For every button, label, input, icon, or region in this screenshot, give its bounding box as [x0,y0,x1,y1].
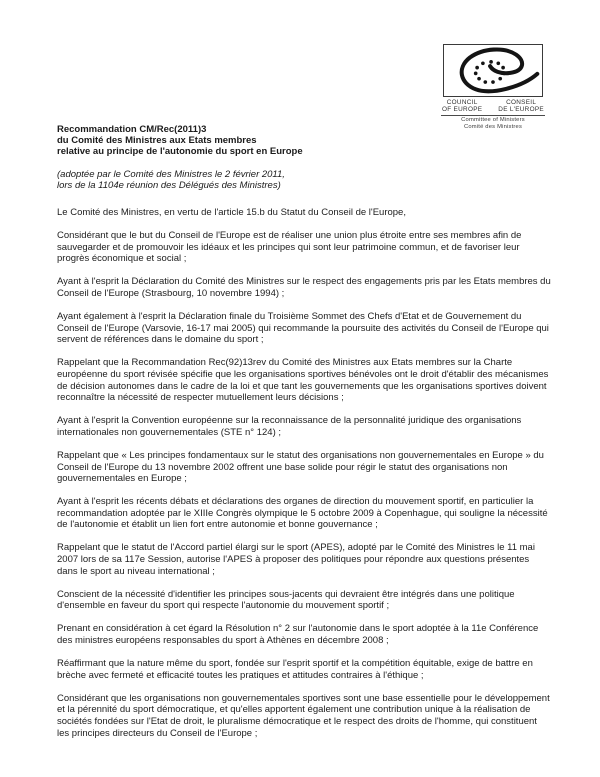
body-paragraph: Ayant à l'esprit la Déclaration du Comité des Ministres sur le respect des engagements pris par les Etats membres du Conseil de l'Europe (Strasbourg, 10 novembre 1994) ; [57,276,551,299]
body-paragraph: Rappelant que « Les principes fondamentaux sur le statut des organisations non gouvernementales en Europe » du Conseil de l'Europe du 13 novembre 2002 offrent une base solide pour régir le statut des organisations non gouvernementales en Europe ; [57,449,544,485]
title-line-1: Recommandation CM/Rec(2011)3 [57,124,207,135]
council-of-europe-logo [441,44,545,130]
org-name-fr-line1: CONSEIL [506,99,537,106]
document-content [57,124,551,751]
title-line-2: du Comité des Ministres aux Etats membres [57,135,257,146]
body-paragraph: Conscient de la nécessité d'identifier les principes sous-jacents qui devraient être intégrés dans une politique d'ensemble en faveur du sport qui respecte l'autonomie du mouvement sportif ; [57,588,515,612]
title-line-3: relative au principe de l'autonomie du sport en Europe [57,146,303,157]
adoption-note [57,169,551,191]
council-of-europe-emblem [443,44,543,97]
org-name-en-line2: OF EUROPE [442,106,483,113]
org-name-en-line1: COUNCIL [446,99,478,106]
body-paragraph: Ayant à l'esprit les récents débats et déclarations des organes de direction du mouvement sportif, en particulier la recommandation adoptée par le XIIIe Congrès olympique le 5 octobre 2009 à Copenhague, qui souligne la nécessité de l'autonomie et établit un lien fort entre autonomie et bonne gouvernance ; [57,496,548,531]
body-paragraph: Ayant à l'esprit la Convention européenne sur la reconnaissance de la personnalité juridique des organisations internationales non gouvernementales (STE n° 124) ; [57,415,522,438]
body-paragraph: Rappelant que la Recommandation Rec(92)13rev du Comité des Ministres aux Etats membres sur la Charte européenne du sport révisée spécifie que les organisations sportives bénévoles ont le droit d'établir des mécanismes de décision autonomes dans le cadre de la loi et que tant les gouvernements que les organisations sportives doivent reconnaître la nécessité de respecter mutuellement leurs décisions ; [57,357,549,404]
body-paragraph: Rappelant que le statut de l'Accord partiel élargi sur le sport (APES), adopté par le Comité des Ministres le 11 mai 2007 lors de sa 117e Session, autorise l'APES à proposer des politiques pour répondre aux questions présentes dans le sport au niveau international ; [57,542,535,577]
org-name-en [442,99,482,113]
body-paragraph: Considérant que le but du Conseil de l'Europe est de réaliser une union plus étroite entre ses membres afin de sauvegarder et de promouvoir les idéaux et les principes qui sont leur patrimoine commun, et de favoriser leur progrès économique et social ; [57,230,522,265]
body-paragraph: Réaffirmant que la nature même du sport, fondée sur l'esprit sportif et la compétition équitable, exige de battre en brèche avec fermeté et efficacité toutes les pratiques et attitudes contraires à l'éthique ; [57,658,533,681]
org-name-fr-line2: DE L'EUROPE [498,106,544,113]
adoption-line-1: (adoptée par le Comité des Ministres le 2 février 2011, [57,169,285,180]
committee-of-ministers-fr: Comité des Ministres [463,123,523,130]
body-paragraph: Considérant que les organisations non gouvernementales sportives sont une base essentielle pour le développement et la pérennité du sport démocratique, et qu'elles apportent également une contribution unique à la réalisation de sociétés fondées sur l'Etat de droit, le pluralisme démocratique et le respect des droits de l'homme, qui constituent les principes directeurs du Conseil de l'Europe ; [57,692,550,739]
org-names [441,99,545,113]
document-body [57,207,551,739]
document-title [57,124,551,157]
org-name-fr [498,99,544,113]
body-paragraph: Ayant également à l'esprit la Déclaration finale du Troisième Sommet des Chefs d'Etat et de Gouvernement du Conseil de l'Europe (Varsovie, 16-17 mai 2005) qui recommande la poursuite des activités du Conseil de l'Europe qui servent de références dans le domaine du sport ; [57,311,549,346]
body-paragraph: Prenant en considération à cet égard la Résolution n° 2 sur l'autonomie dans le sport adoptée à la 11e Conférence des ministres européens responsables du sport à Athènes en décembre 2008 ; [57,623,539,647]
logo-divider [441,115,545,116]
adoption-line-2: lors de la 1104e réunion des Délégués des Ministres) [57,180,281,191]
stylized-e-icon [444,45,542,96]
body-paragraph: Le Comité des Ministres, en vertu de l'article 15.b du Statut du Conseil de l'Europe, [57,207,406,218]
committee-of-ministers-en: Committee of Ministers [461,117,525,123]
